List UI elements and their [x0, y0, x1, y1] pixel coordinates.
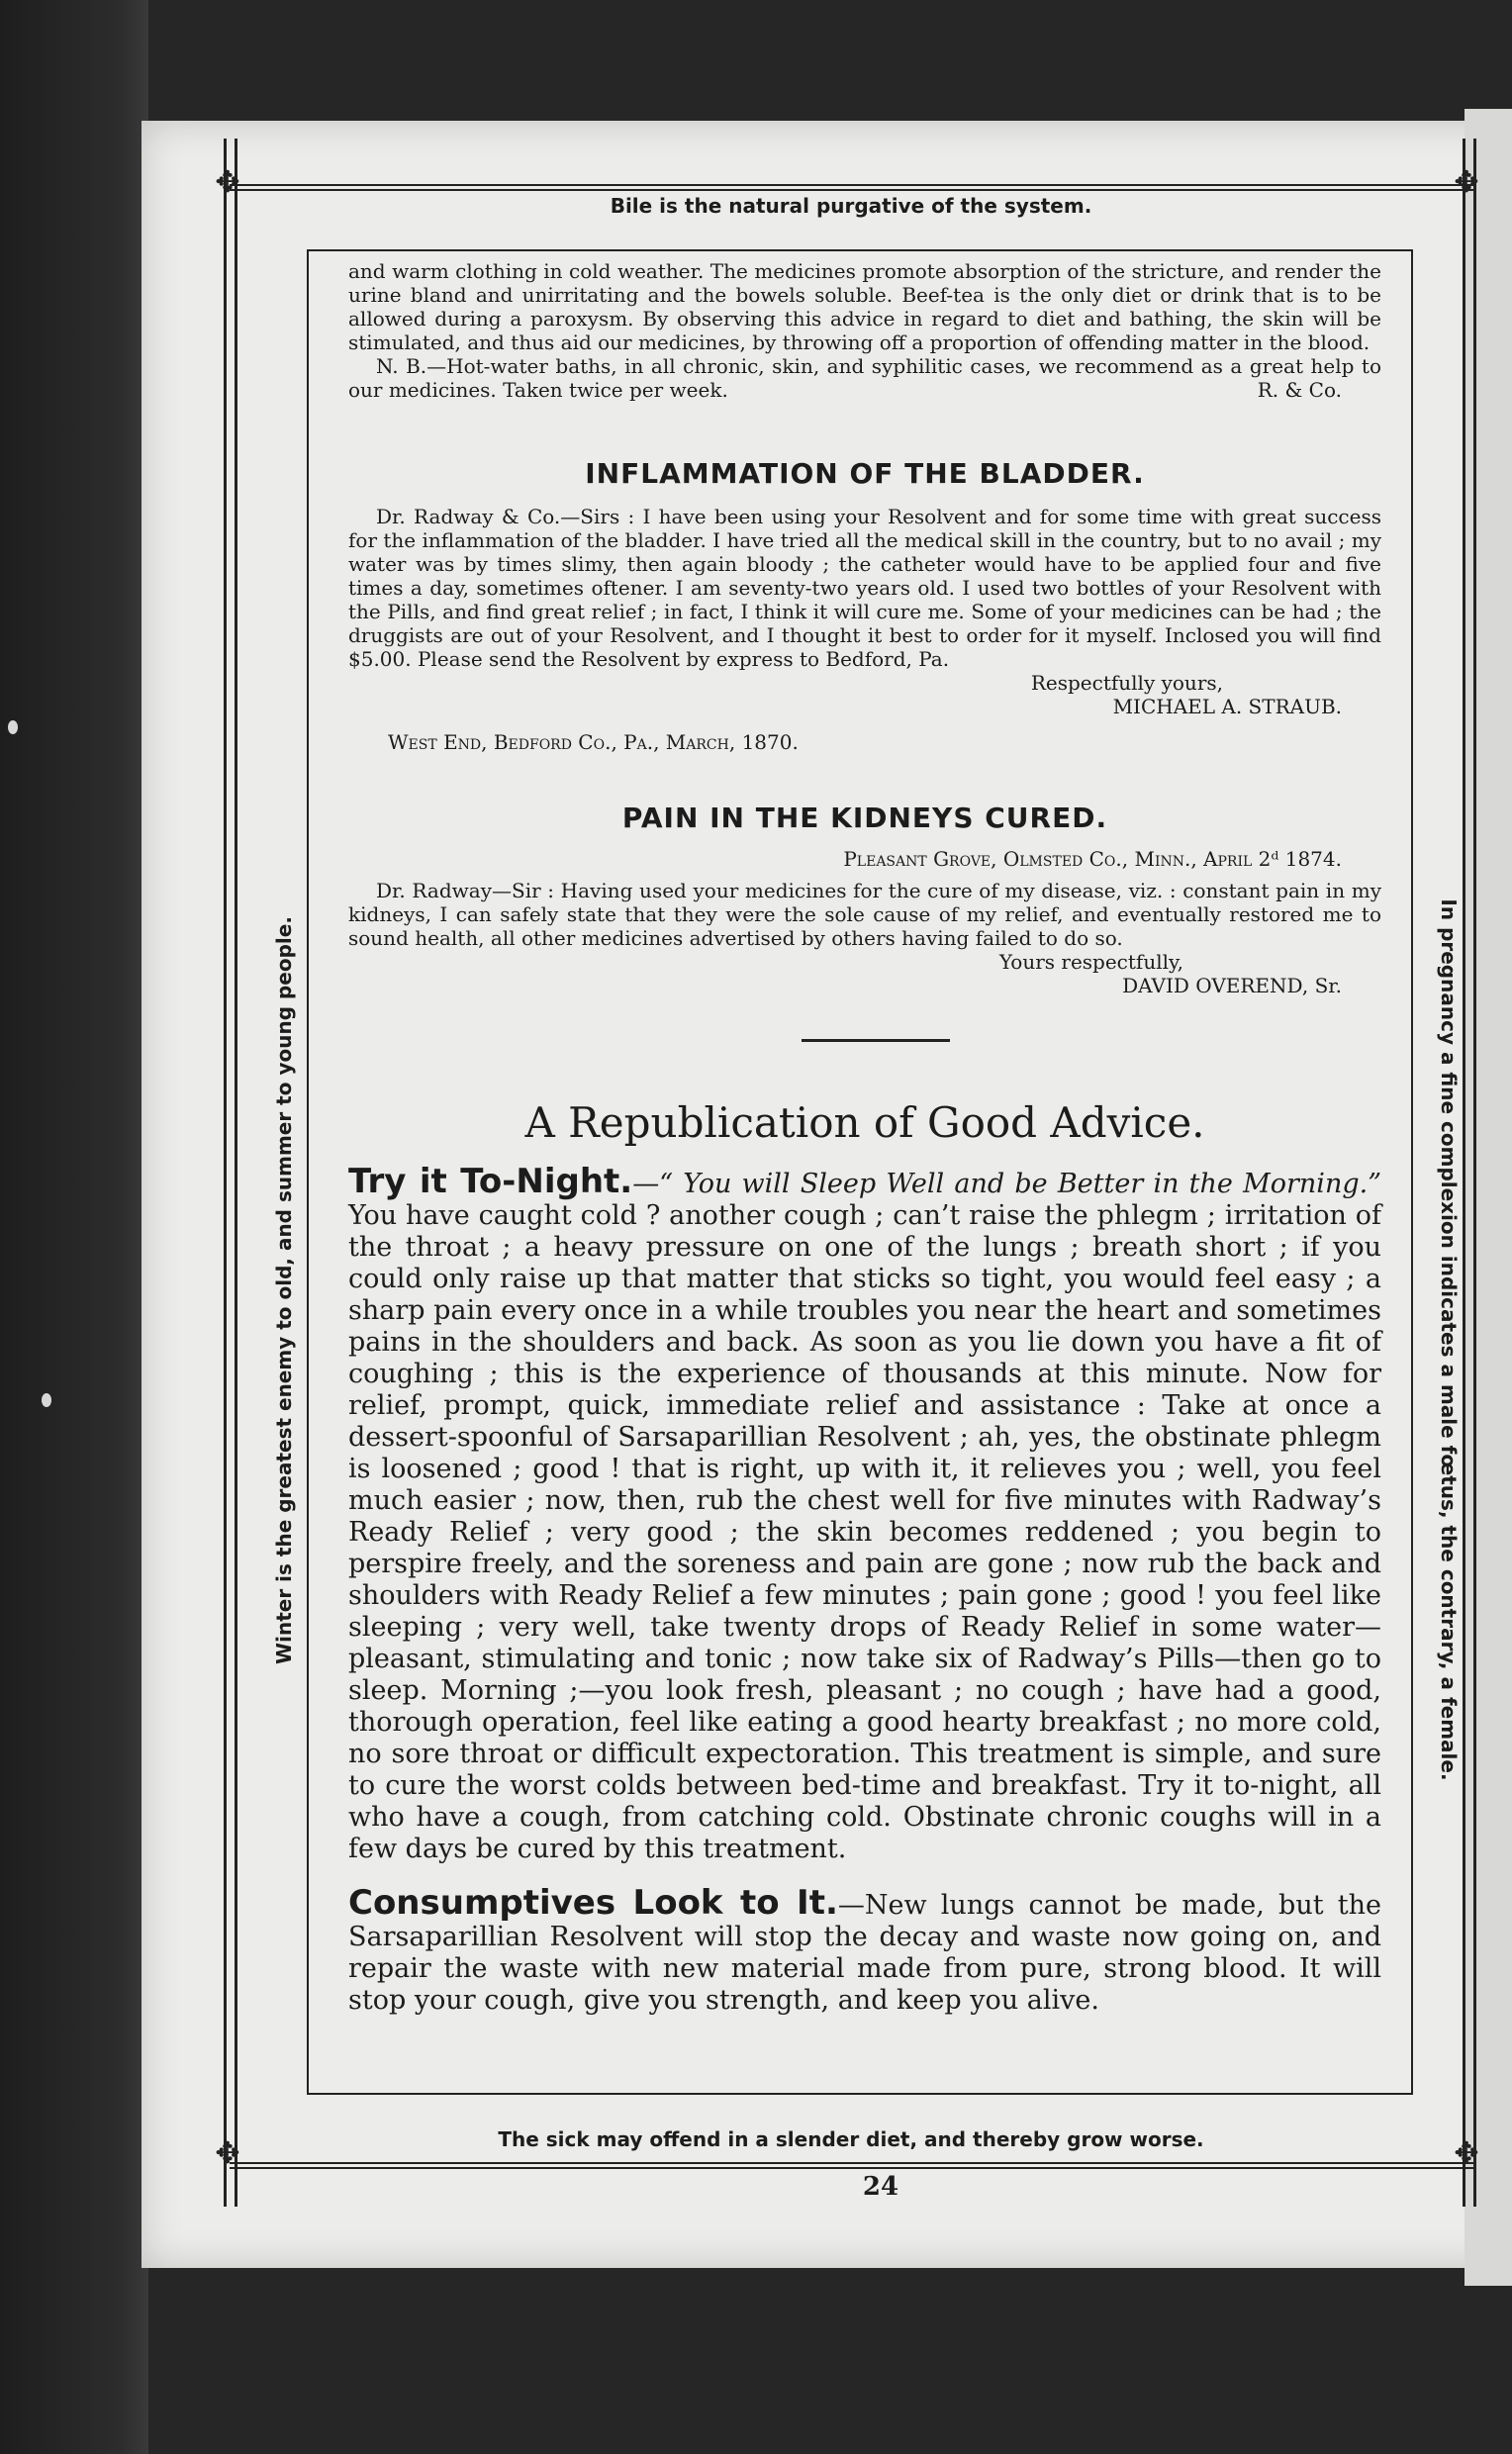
corner-ornament-icon: ✥ — [1454, 165, 1479, 200]
advice-paragraph-1 — [348, 1162, 1382, 1865]
bladder-section — [348, 505, 1381, 754]
advice-section — [348, 1162, 1382, 2017]
scan-speck — [42, 1393, 51, 1407]
intro-section — [348, 259, 1381, 402]
intro-note-text: N. B.—Hot-water baths, in all chronic, skin, and syphilitic cases, we recommend as a great help to our medicines. Taken twice per week. — [348, 354, 1381, 402]
intro-note — [348, 354, 1381, 402]
running-header: Bile is the natural purgative of the system. — [610, 194, 1092, 218]
intro-note-signature: R. & Co. — [1257, 378, 1342, 402]
bladder-letter: Dr. Radway & Co.—Sirs : I have been using your Resolvent and for some time with great success for the inflammation of the bladder. I have tried all the medical skill in the country, but to no avail ; my water was by times slimy, then again bloody ; the catheter would have to be applied four and five times a day, sometimes oftener. I am seventy-two years old. I used two bottles of your Resolvent with the Pills, and find great relief ; in fact, I think it will cure me. Some of your medicines can be had ; the druggists are out of your Resolvent, and I thought it best to order for it myself. Inclosed you will find $5.00. Please send the Resolvent by express to Bedford, Pa. — [348, 505, 1381, 671]
corner-ornament-icon: ✥ — [215, 165, 240, 200]
kidneys-signature: DAVID OVEREND, Sr. — [1122, 974, 1342, 997]
side-motto-right: In pregnancy a fine complexion indicates a male fœtus, the contrary, a female. — [1437, 898, 1461, 1781]
bladder-heading: INFLAMMATION OF THE BLADDER. — [585, 457, 1145, 490]
scan-speck — [8, 720, 18, 734]
kidneys-closing: Yours respectfully, — [998, 950, 1183, 974]
advice-body-1: You have caught cold ? another cough ; can’t raise the phlegm ; irritation of the throat ; a heavy pressure on one of the lungs ; breath short ; if you could only raise up that matter that sticks so tight, you would feel easy ; a sharp pain every once in a while troubles you near the heart and sometimes pains in the shoulders and back. As soon as you lie down you have a fit of coughing ; this is the experience of thousands at this minute. Now for relief, prompt, quick, immediate relief and assistance : Take at once a dessert-spoonful of Sarsaparillian Resolvent ; ah, yes, the obstinate phlegm is loosened ; good ! that is right, up with it, it relieves you ; well, you feel much easier ; now, then, rub the chest well for five minutes with Radway’s Ready Relief ; very good ; the skin becomes reddened ; you begin to perspire freely, and the soreness and pain are gone ; now rub the back and shoulders with Ready Relief a few minutes ; pain gone ; good ! you feel like sleeping ; very well, take twenty drops of Ready Relief in some water—pleasant, stimulating and tonic ; now take six of Radway’s Pills—then go to sleep. Morning ;—you look fresh, pleasant ; no cough ; have had a good, thorough operation, feel like eating a good hearty breakfast ; no more cold, no sore throat or difficult expectoration. This treatment is simple, and sure to cure the worst colds between bed-time and breakfast. Try it to-night, all who have a cough, from catching cold. Obstinate chronic coughs will in a few days be cured by this treatment. — [348, 1200, 1381, 1864]
advice-lead-1: Try it To-Night. — [348, 1162, 633, 1201]
kidneys-heading: PAIN IN THE KIDNEYS CURED. — [621, 802, 1108, 834]
running-footer: The sick may offend in a slender diet, and thereby grow worse. — [498, 2127, 1204, 2151]
scan-margin — [0, 0, 148, 2454]
advice-lead-1-quote: —“ You will Sleep Well and be Better in the Morning.” — [632, 1169, 1382, 1199]
border-left-rule — [224, 139, 237, 2207]
kidneys-section — [348, 847, 1381, 997]
corner-ornament-icon: ✥ — [1454, 2136, 1479, 2171]
advice-title: A Republication of Good Advice. — [524, 1098, 1205, 1147]
bladder-signature: MICHAEL A. STRAUB. — [1112, 695, 1342, 718]
section-divider — [802, 1039, 950, 1042]
corner-ornament-icon: ✥ — [215, 2136, 240, 2171]
border-right-rule — [1463, 139, 1476, 2207]
advice-paragraph-2 — [348, 1883, 1381, 2017]
bladder-closing: Respectfully yours, — [1030, 671, 1223, 695]
intro-paragraph: and warm clothing in cold weather. The medicines promote absorption of the stricture, and render the urine bland and unirritating and the bowels soluble. Beef-tea is the only diet or drink that is to be allowed during a paroxysm. By observing this advice in regard to diet and bathing, the skin will be stimulated, and thus aid our medicines, by throwing off a proportion of offending matter in the blood. — [348, 259, 1381, 354]
side-motto-left: Winter is the greatest enemy to old, and summer to young people. — [272, 916, 296, 1664]
page-number: 24 — [862, 2172, 899, 2202]
advice-body-2: —New lungs cannot be made, but the Sarsaparillian Resolvent will stop the decay and waste now going on, and repair the waste with new material made from pure, strong blood. It will stop your cough, give you strength, and keep you alive. — [348, 1890, 1381, 2016]
bladder-place: West End, Bedford Co., Pa., March, 1870. — [388, 730, 799, 754]
kidneys-dateline: Pleasant Grove, Olmsted Co., Minn., April 2ᵈ 1874. — [843, 847, 1342, 871]
kidneys-letter: Dr. Radway—Sir : Having used your medicines for the cure of my disease, viz. : constant pain in my kidneys, I can safely state that they were the sole cause of my relief, and eventually restored me to sound health, all other medicines advertised by others having failed to do so. — [348, 879, 1381, 950]
advice-lead-2: Consumptives Look to It. — [348, 1883, 838, 1923]
